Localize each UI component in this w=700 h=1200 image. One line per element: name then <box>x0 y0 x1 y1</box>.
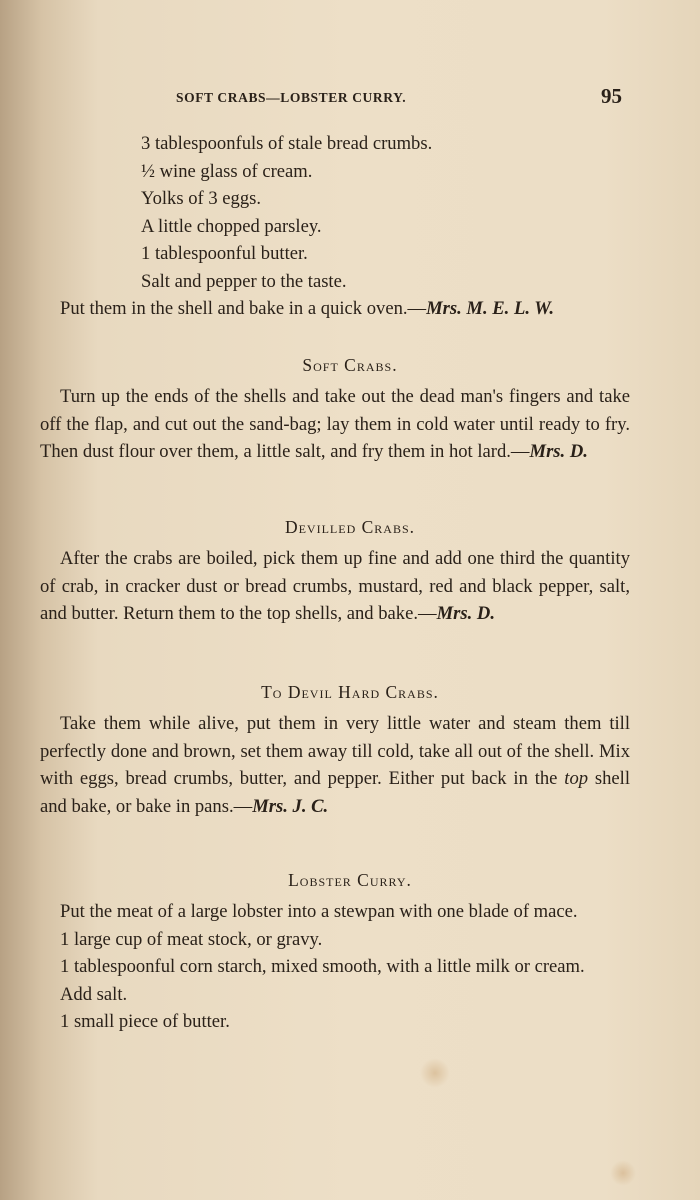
recipe-devil-hard-crabs <box>40 710 630 820</box>
recipe-text <box>40 545 630 628</box>
recipe-line: 1 tablespoonful corn starch, mixed smooth, with a little milk or cream. <box>60 956 585 977</box>
instruction-text: Put them in the shell and bake in a quick oven.— <box>60 298 427 319</box>
ingredient-line: 3 tablespoonfuls of stale bread crumbs. <box>141 133 433 154</box>
recipe-line: 1 large cup of meat stock, or gravy. <box>60 928 323 950</box>
section-heading: Devilled Crabs. <box>284 517 416 537</box>
recipe-instruction <box>40 295 632 323</box>
paper-stain <box>610 1160 636 1186</box>
recipe-soft-crabs <box>40 383 630 466</box>
running-title: SOFT CRABS—LOBSTER CURRY. <box>176 90 407 105</box>
signature: Mrs. D. <box>529 441 588 462</box>
section-heading: Soft Crabs. <box>302 355 398 375</box>
recipe-line: Add salt. <box>60 983 128 1005</box>
signature: Mrs. D. <box>436 603 495 624</box>
ingredient-line: Salt and pepper to the taste. <box>141 270 347 292</box>
signature: Mrs. M. E. L. W. <box>426 298 555 319</box>
page-header <box>0 84 700 114</box>
ingredient-line: Yolks of 3 eggs. <box>141 188 262 209</box>
recipe-line: Put the meat of a large lobster into a stewpan with one blade of mace. <box>60 901 578 922</box>
signature: Mrs. J. C. <box>252 795 329 817</box>
section-heading: To Devil Hard Crabs. <box>261 682 439 702</box>
recipe-devilled-crabs <box>40 545 630 628</box>
page-number: 95 <box>601 84 622 108</box>
recipe-text <box>40 710 630 820</box>
ingredient-line: ½ wine glass of cream. <box>141 160 313 182</box>
recipe-continuation <box>40 130 630 323</box>
recipe-body: After the crabs are boiled, pick them up fine and add one third the quantity of crab, in cracker dust or bread crumbs, mustard, red and black pepper, salt, and butter. Return them to the top shells, and bake.— <box>40 548 630 624</box>
paper-stain <box>420 1058 450 1088</box>
emphasis-word: top <box>564 768 589 789</box>
recipe-lobster-curry <box>40 898 630 1036</box>
ingredient-line: 1 tablespoonful butter. <box>141 243 308 264</box>
recipe-body: Turn up the ends of the shells and take out the dead man's fingers and take off the flap, and cut out the sand-bag; lay them in cold water until ready to fry. Then dust flour over them, a little salt, and fry them in hot lard.— <box>40 386 630 462</box>
recipe-body: shell and bake, or bake in pans.— <box>40 768 630 817</box>
ingredient-line: A little chopped parsley. <box>141 215 322 237</box>
recipe-text <box>40 383 630 466</box>
recipe-line: 1 small piece of butter. <box>60 1011 230 1032</box>
recipe-body: Take them while alive, put them in very little water and steam them till perfectly done and brown, set them away till cold, take all out of the shell. Mix with eggs, bread crumbs, butter, and pepper. Either put back in the <box>40 713 630 789</box>
section-heading: Lobster Curry. <box>288 870 412 890</box>
